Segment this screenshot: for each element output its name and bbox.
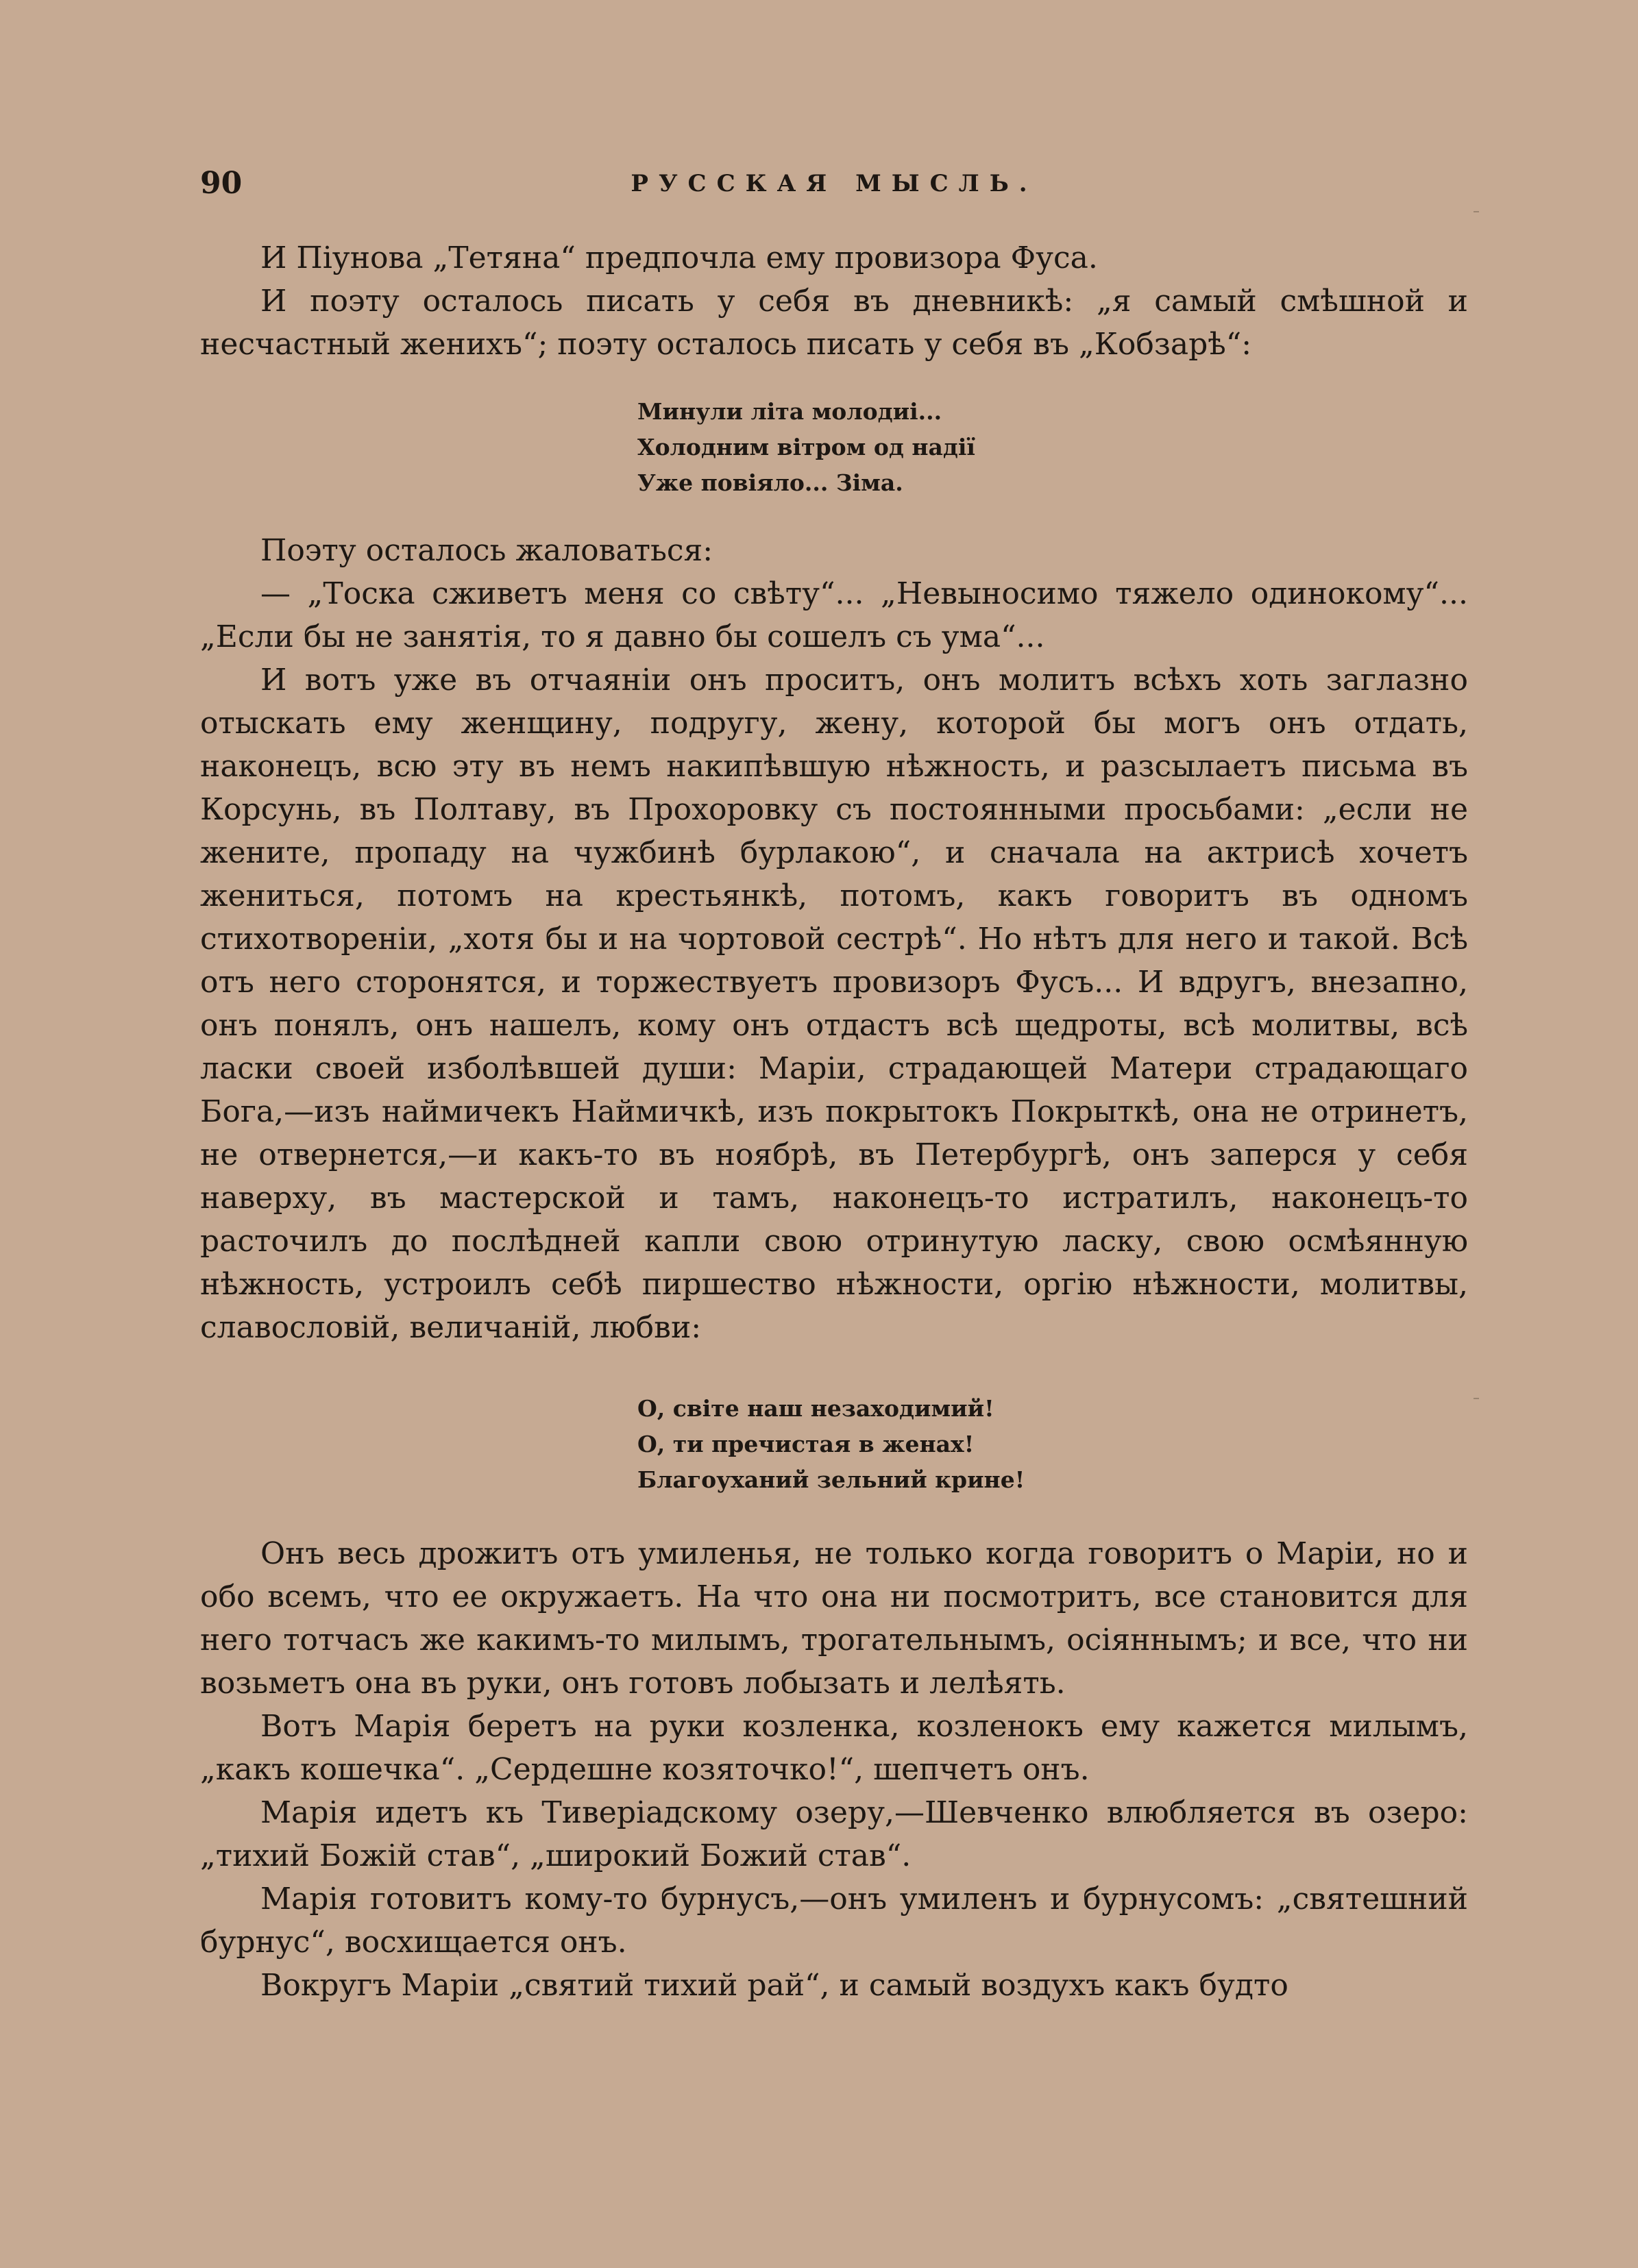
- paragraph: — „Тоска сживетъ меня со свѣту“... „Невыносимо тяжело одинокому“... „Если бы не занятія, то я давно бы сошелъ съ ума“...: [200, 576, 1468, 654]
- paragraph: И вотъ уже въ отчаяніи онъ проситъ, онъ молитъ всѣхъ хоть заглазно отыскать ему женщину, подругу, жену, которой бы могъ онъ отдать, наконецъ, всю эту въ немъ накипѣвшую нѣжность, и разсылаетъ письма въ Корсунь, въ Полтаву, въ Прохоровку съ постоянными просьбами: „если не жените, пропаду на чужбинѣ бурлакою“, и сначала на актрисѣ хочетъ жениться, потомъ на крестьянкѣ, потомъ, какъ говоритъ въ одномъ стихотвореніи, „хотя бы и на чортовой сестрѣ“. Но нѣтъ для него и такой. Всѣ отъ него сторонятся, и торжествуетъ провизоръ Фусъ... И вдругъ, внезапно, онъ понялъ, онъ нашелъ, кому онъ отдастъ всѣ щедроты, всѣ молитвы, всѣ ласки своей изболѣвшей души: Маріи, страдающей Матери страдающаго Бога,—изъ наймичекъ Наймичкѣ, изъ покрытокъ Покрыткѣ, она не отринетъ, не отвернется,—и какъ-то въ ноябрѣ, въ Петербургѣ, онъ заперся у себя наверху, въ мастерской и тамъ, наконецъ-то истратилъ, наконецъ-то расточилъ до послѣдней капли свою отринутую ласку, свою осмѣянную нѣжность, устроилъ себѣ пиршество нѣжности, оргію нѣжности, молитвы, славословій, величаній, любви:: [200, 663, 1468, 1345]
- verse-line: Уже повіяло... Зіма.: [637, 469, 903, 496]
- paragraph: Поэту осталось жаловаться:: [260, 533, 713, 568]
- verse-line: О, ти пречистая в женах!: [637, 1431, 975, 1457]
- verse-line: Благоуханий зельний крине!: [637, 1466, 1025, 1493]
- paragraph: И Піунова „Тетяна“ предпочла ему провизора Фуса.: [260, 241, 1098, 275]
- verse-line: О, світе наш незаходимий!: [637, 1395, 994, 1422]
- paragraph: Марія готовитъ кому-то бурнусъ,—онъ умиленъ и бурнусомъ: „святешний бурнус“, восхищается онъ.: [200, 1882, 1468, 1960]
- paragraph: Вокругъ Маріи „святий тихий рай“, и самый воздухъ какъ будто: [260, 1968, 1288, 2003]
- page-number: 90: [200, 166, 243, 201]
- journal-title: РУССКАЯ МЫСЛЬ.: [631, 170, 1038, 197]
- verse-line: Минули літа молодиі...: [637, 398, 942, 425]
- paragraph: Марія идетъ къ Тиверіадскому озеру,—Шевченко влюбляется въ озеро: „тихий Божій став“, „широкий Божий став“.: [200, 1795, 1468, 1873]
- paragraph: И поэту осталось писать у себя въ дневникѣ: „я самый смѣшной и несчастный женихъ“; поэту осталось писать у себя въ „Кобзарѣ“:: [200, 284, 1468, 362]
- page-edge-mark: [1474, 211, 1479, 212]
- running-head: [200, 163, 1468, 204]
- text-block-3: [200, 1532, 1468, 2007]
- paragraph: Вотъ Марія беретъ на руки козленка, козленокъ ему кажется милымъ, „какъ кошечка“. „Сердешне козяточко!“, шепчетъ онъ.: [200, 1709, 1468, 1787]
- verse-quote-1: [637, 394, 975, 501]
- page-edge-mark: [1474, 1398, 1479, 1399]
- paragraph: Онъ весь дрожитъ отъ умиленья, не только когда говоритъ о Маріи, но и обо всемъ, что ее окружаетъ. На что она ни посмотритъ, все становится для него тотчасъ же какимъ-то милымъ, трогательнымъ, осіяннымъ; и все, что ни возьметъ она въ руки, онъ готовъ лобызать и лелѣять.: [200, 1536, 1468, 1701]
- verse-quote-2: [637, 1391, 1025, 1498]
- text-block-1: [200, 236, 1468, 366]
- text-block-2: [200, 529, 1468, 1349]
- verse-line: Холодним вітром од надії: [637, 434, 975, 460]
